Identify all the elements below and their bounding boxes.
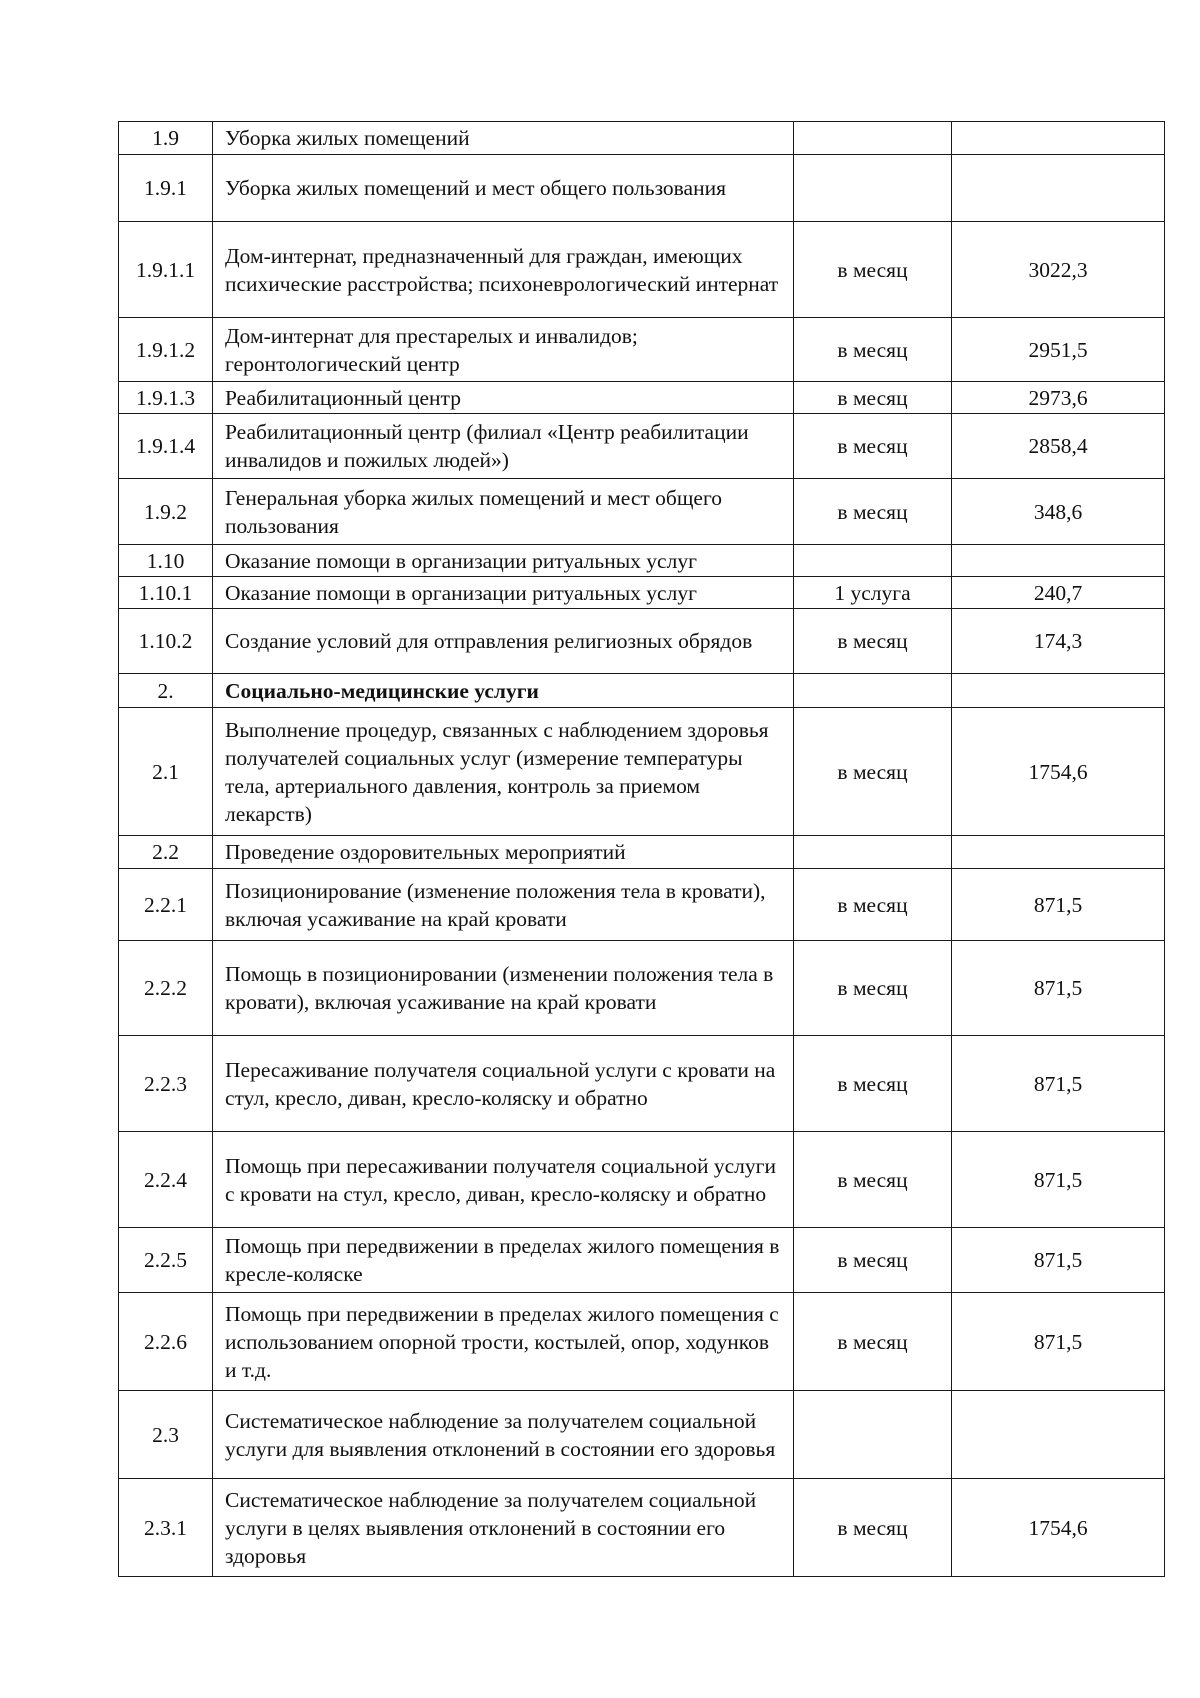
tariff-price xyxy=(952,1391,1165,1479)
unit-of-measure: в месяц xyxy=(794,869,952,941)
table-row xyxy=(119,577,1165,609)
service-name: Позиционирование (изменение положения тела в кровати), включая усаживание на край кровати xyxy=(213,869,794,941)
unit-of-measure: в месяц xyxy=(794,318,952,382)
tariff-price xyxy=(952,155,1165,222)
unit-of-measure: в месяц xyxy=(794,414,952,479)
row-number: 1.9 xyxy=(119,122,213,155)
table-row xyxy=(119,1293,1165,1391)
tariff-price: 871,5 xyxy=(952,1036,1165,1132)
row-number: 2.2.1 xyxy=(119,869,213,941)
tariff-price xyxy=(952,674,1165,708)
unit-of-measure xyxy=(794,122,952,155)
table-row xyxy=(119,1391,1165,1479)
unit-of-measure: в месяц xyxy=(794,1228,952,1293)
tariff-price: 1754,6 xyxy=(952,1479,1165,1577)
row-number: 2.3 xyxy=(119,1391,213,1479)
tariff-price: 2951,5 xyxy=(952,318,1165,382)
table-row xyxy=(119,318,1165,382)
unit-of-measure: в месяц xyxy=(794,1132,952,1228)
table-row xyxy=(119,1479,1165,1577)
service-name: Пересаживание получателя социальной услуги с кровати на стул, кресло, диван, кресло-коляску и обратно xyxy=(213,1036,794,1132)
section-header-row xyxy=(119,674,1165,708)
tariff-price: 871,5 xyxy=(952,1228,1165,1293)
tariff-price: 871,5 xyxy=(952,869,1165,941)
table-row xyxy=(119,1036,1165,1132)
tariff-price xyxy=(952,836,1165,869)
row-number: 2.2.3 xyxy=(119,1036,213,1132)
tariff-table xyxy=(118,121,1165,1577)
row-number: 1.9.1.3 xyxy=(119,382,213,414)
unit-of-measure: в месяц xyxy=(794,1036,952,1132)
tariff-price: 174,3 xyxy=(952,609,1165,674)
service-name: Оказание помощи в организации ритуальных услуг xyxy=(213,577,794,609)
unit-of-measure: в месяц xyxy=(794,1293,952,1391)
table-row xyxy=(119,941,1165,1036)
service-name: Систематическое наблюдение за получателем социальной услуги для выявления отклонений в состоянии его здоровья xyxy=(213,1391,794,1479)
tariff-price: 240,7 xyxy=(952,577,1165,609)
service-name: Оказание помощи в организации ритуальных услуг xyxy=(213,545,794,577)
unit-of-measure: в месяц xyxy=(794,941,952,1036)
row-number: 2.1 xyxy=(119,708,213,836)
table-row xyxy=(119,1228,1165,1293)
tariff-price: 1754,6 xyxy=(952,708,1165,836)
row-number: 1.9.1 xyxy=(119,155,213,222)
row-number: 1.9.1.1 xyxy=(119,222,213,318)
unit-of-measure: в месяц xyxy=(794,609,952,674)
tariff-price xyxy=(952,545,1165,577)
table-row xyxy=(119,708,1165,836)
unit-of-measure xyxy=(794,1391,952,1479)
unit-of-measure xyxy=(794,545,952,577)
tariff-price: 871,5 xyxy=(952,941,1165,1036)
unit-of-measure: в месяц xyxy=(794,222,952,318)
table-row xyxy=(119,382,1165,414)
table-row xyxy=(119,155,1165,222)
row-number: 2.2.6 xyxy=(119,1293,213,1391)
service-name: Генеральная уборка жилых помещений и мест общего пользования xyxy=(213,479,794,545)
row-number: 2.2 xyxy=(119,836,213,869)
tariff-price: 2973,6 xyxy=(952,382,1165,414)
row-number: 2.2.5 xyxy=(119,1228,213,1293)
row-number: 2.3.1 xyxy=(119,1479,213,1577)
table-row xyxy=(119,122,1165,155)
service-name: Выполнение процедур, связанных с наблюдением здоровья получателей социальных услуг (измерение температуры тела, артериального давления, контроль за приемом лекарств) xyxy=(213,708,794,836)
table-row xyxy=(119,1132,1165,1228)
unit-of-measure xyxy=(794,674,952,708)
service-name: Создание условий для отправления религиозных обрядов xyxy=(213,609,794,674)
row-number: 2.2.4 xyxy=(119,1132,213,1228)
service-name: Дом-интернат, предназначенный для граждан, имеющих психические расстройства; психоневрологический интернат xyxy=(213,222,794,318)
service-name: Помощь при пересаживании получателя социальной услуги с кровати на стул, кресло, диван, кресло-коляску и обратно xyxy=(213,1132,794,1228)
unit-of-measure xyxy=(794,155,952,222)
service-name: Проведение оздоровительных мероприятий xyxy=(213,836,794,869)
row-number: 1.9.1.2 xyxy=(119,318,213,382)
service-name: Уборка жилых помещений xyxy=(213,122,794,155)
tariff-price: 2858,4 xyxy=(952,414,1165,479)
table-row xyxy=(119,414,1165,479)
unit-of-measure: в месяц xyxy=(794,479,952,545)
section-number: 2. xyxy=(119,674,213,708)
row-number: 1.9.2 xyxy=(119,479,213,545)
tariff-price: 3022,3 xyxy=(952,222,1165,318)
row-number: 1.10.1 xyxy=(119,577,213,609)
table-row xyxy=(119,836,1165,869)
row-number: 2.2.2 xyxy=(119,941,213,1036)
service-name: Систематическое наблюдение за получателем социальной услуги в целях выявления отклонений в состоянии его здоровья xyxy=(213,1479,794,1577)
unit-of-measure xyxy=(794,836,952,869)
service-name: Помощь при передвижении в пределах жилого помещения в кресле-коляске xyxy=(213,1228,794,1293)
service-name: Реабилитационный центр (филиал «Центр реабилитации инвалидов и пожилых людей») xyxy=(213,414,794,479)
table-row xyxy=(119,222,1165,318)
unit-of-measure: в месяц xyxy=(794,1479,952,1577)
service-name: Помощь при передвижении в пределах жилого помещения с использованием опорной трости, костылей, опор, ходунков и т.д. xyxy=(213,1293,794,1391)
table-row xyxy=(119,609,1165,674)
unit-of-measure: в месяц xyxy=(794,708,952,836)
service-name: Уборка жилых помещений и мест общего пользования xyxy=(213,155,794,222)
service-name: Реабилитационный центр xyxy=(213,382,794,414)
tariff-price: 348,6 xyxy=(952,479,1165,545)
service-name: Помощь в позиционировании (изменении положения тела в кровати), включая усаживание на край кровати xyxy=(213,941,794,1036)
unit-of-measure: 1 услуга xyxy=(794,577,952,609)
row-number: 1.10.2 xyxy=(119,609,213,674)
tariff-table-body xyxy=(119,122,1165,1577)
unit-of-measure: в месяц xyxy=(794,382,952,414)
tariff-price: 871,5 xyxy=(952,1293,1165,1391)
row-number: 1.10 xyxy=(119,545,213,577)
row-number: 1.9.1.4 xyxy=(119,414,213,479)
service-name: Дом-интернат для престарелых и инвалидов; геронтологический центр xyxy=(213,318,794,382)
table-row xyxy=(119,869,1165,941)
tariff-price xyxy=(952,122,1165,155)
table-row xyxy=(119,545,1165,577)
table-row xyxy=(119,479,1165,545)
section-title: Социально-медицинские услуги xyxy=(213,674,794,708)
tariff-price: 871,5 xyxy=(952,1132,1165,1228)
